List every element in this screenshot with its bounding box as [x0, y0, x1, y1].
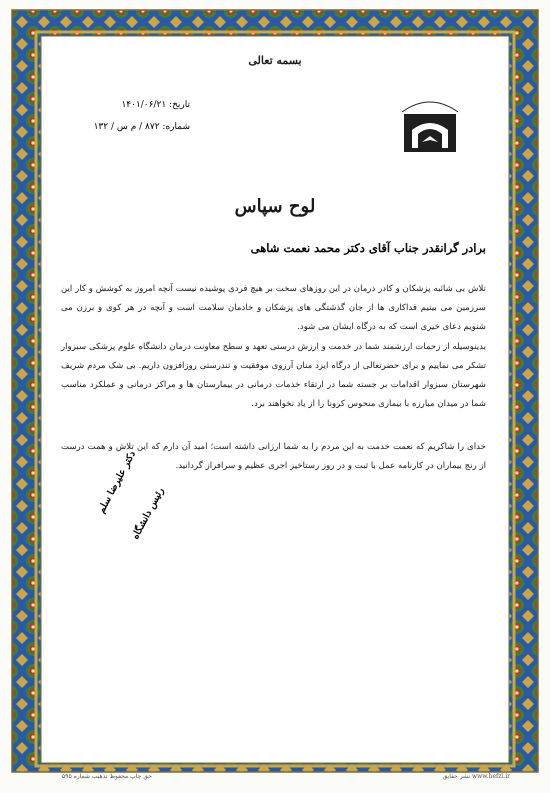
certificate-title: لوح سپاس [234, 196, 316, 217]
signature-block [96, 449, 167, 568]
signatory-name: دکتر علیرضا سلم [96, 449, 139, 516]
addressee-line: برادر گرانقدر جناب آقای دکتر محمد نعمت شاهی [250, 241, 486, 255]
university-logo [398, 96, 462, 158]
body-paragraph: تلاش بی شائبه پزشکان و کادر درمان در این روزهای سخت بر هیچ فردی پوشیده نیست آنچه امروز به کوشش و کار این سرزمین می بینیم فداکاری ها از جان گذشتگی های پزشکان و خادمان سلامت است و آنچه در هر کوی و برزن می شنویم دعای خیری است که به درگاه ایشان می شود. [61, 284, 486, 332]
signatory-title: رئیس دانشگاه [130, 486, 167, 542]
body-paragraph: بدینوسیله از زحمات ارزشمند شما در خدمت و ارزش درستی تعهد و سطح معاونت درمان دانشگاه علوم پزشکی سبزوار تشکر می نماییم و برای حضرتعالی از درگاه ایزد منان آرزوی موفقیت و تندرستی روزافزون داریم. بی شک مردم شریف شهرستان سبزوار اقدامات بر جسته شما در ارتقاء خدمات درمانی در بیمارستان ها و مراکز درمانی و عملکرد مناسب شما در میدان مبارزه با بیماری منحوس کرونا را از یاد نخواهند برد. [61, 342, 486, 409]
letter-number: شماره: ۸۷۲ / م س / ۱۳۲ [93, 122, 190, 132]
bismillah-heading: بسمه تعالی [248, 54, 302, 67]
body-paragraph: خدای را شاکریم که نعمت خدمت به این مردم را به شما ارزانی داشته است؛ امید آن دارم که این تلاش و همت درست از رنج بیماران در کارنامه عمل با ثبت و در روز رستاخیز اجری عظیم و سرافراز گردانید. [61, 442, 486, 471]
letter-date: تاریخ: ۱۴۰۱/۰۶/۲۱ [121, 100, 190, 110]
footer-right-text: نشر حقایق www.hefzi.ir [442, 773, 510, 780]
footer-left-text: حق چاپ محفوظ تذهیب شماره ۵۹۵ [62, 773, 152, 780]
